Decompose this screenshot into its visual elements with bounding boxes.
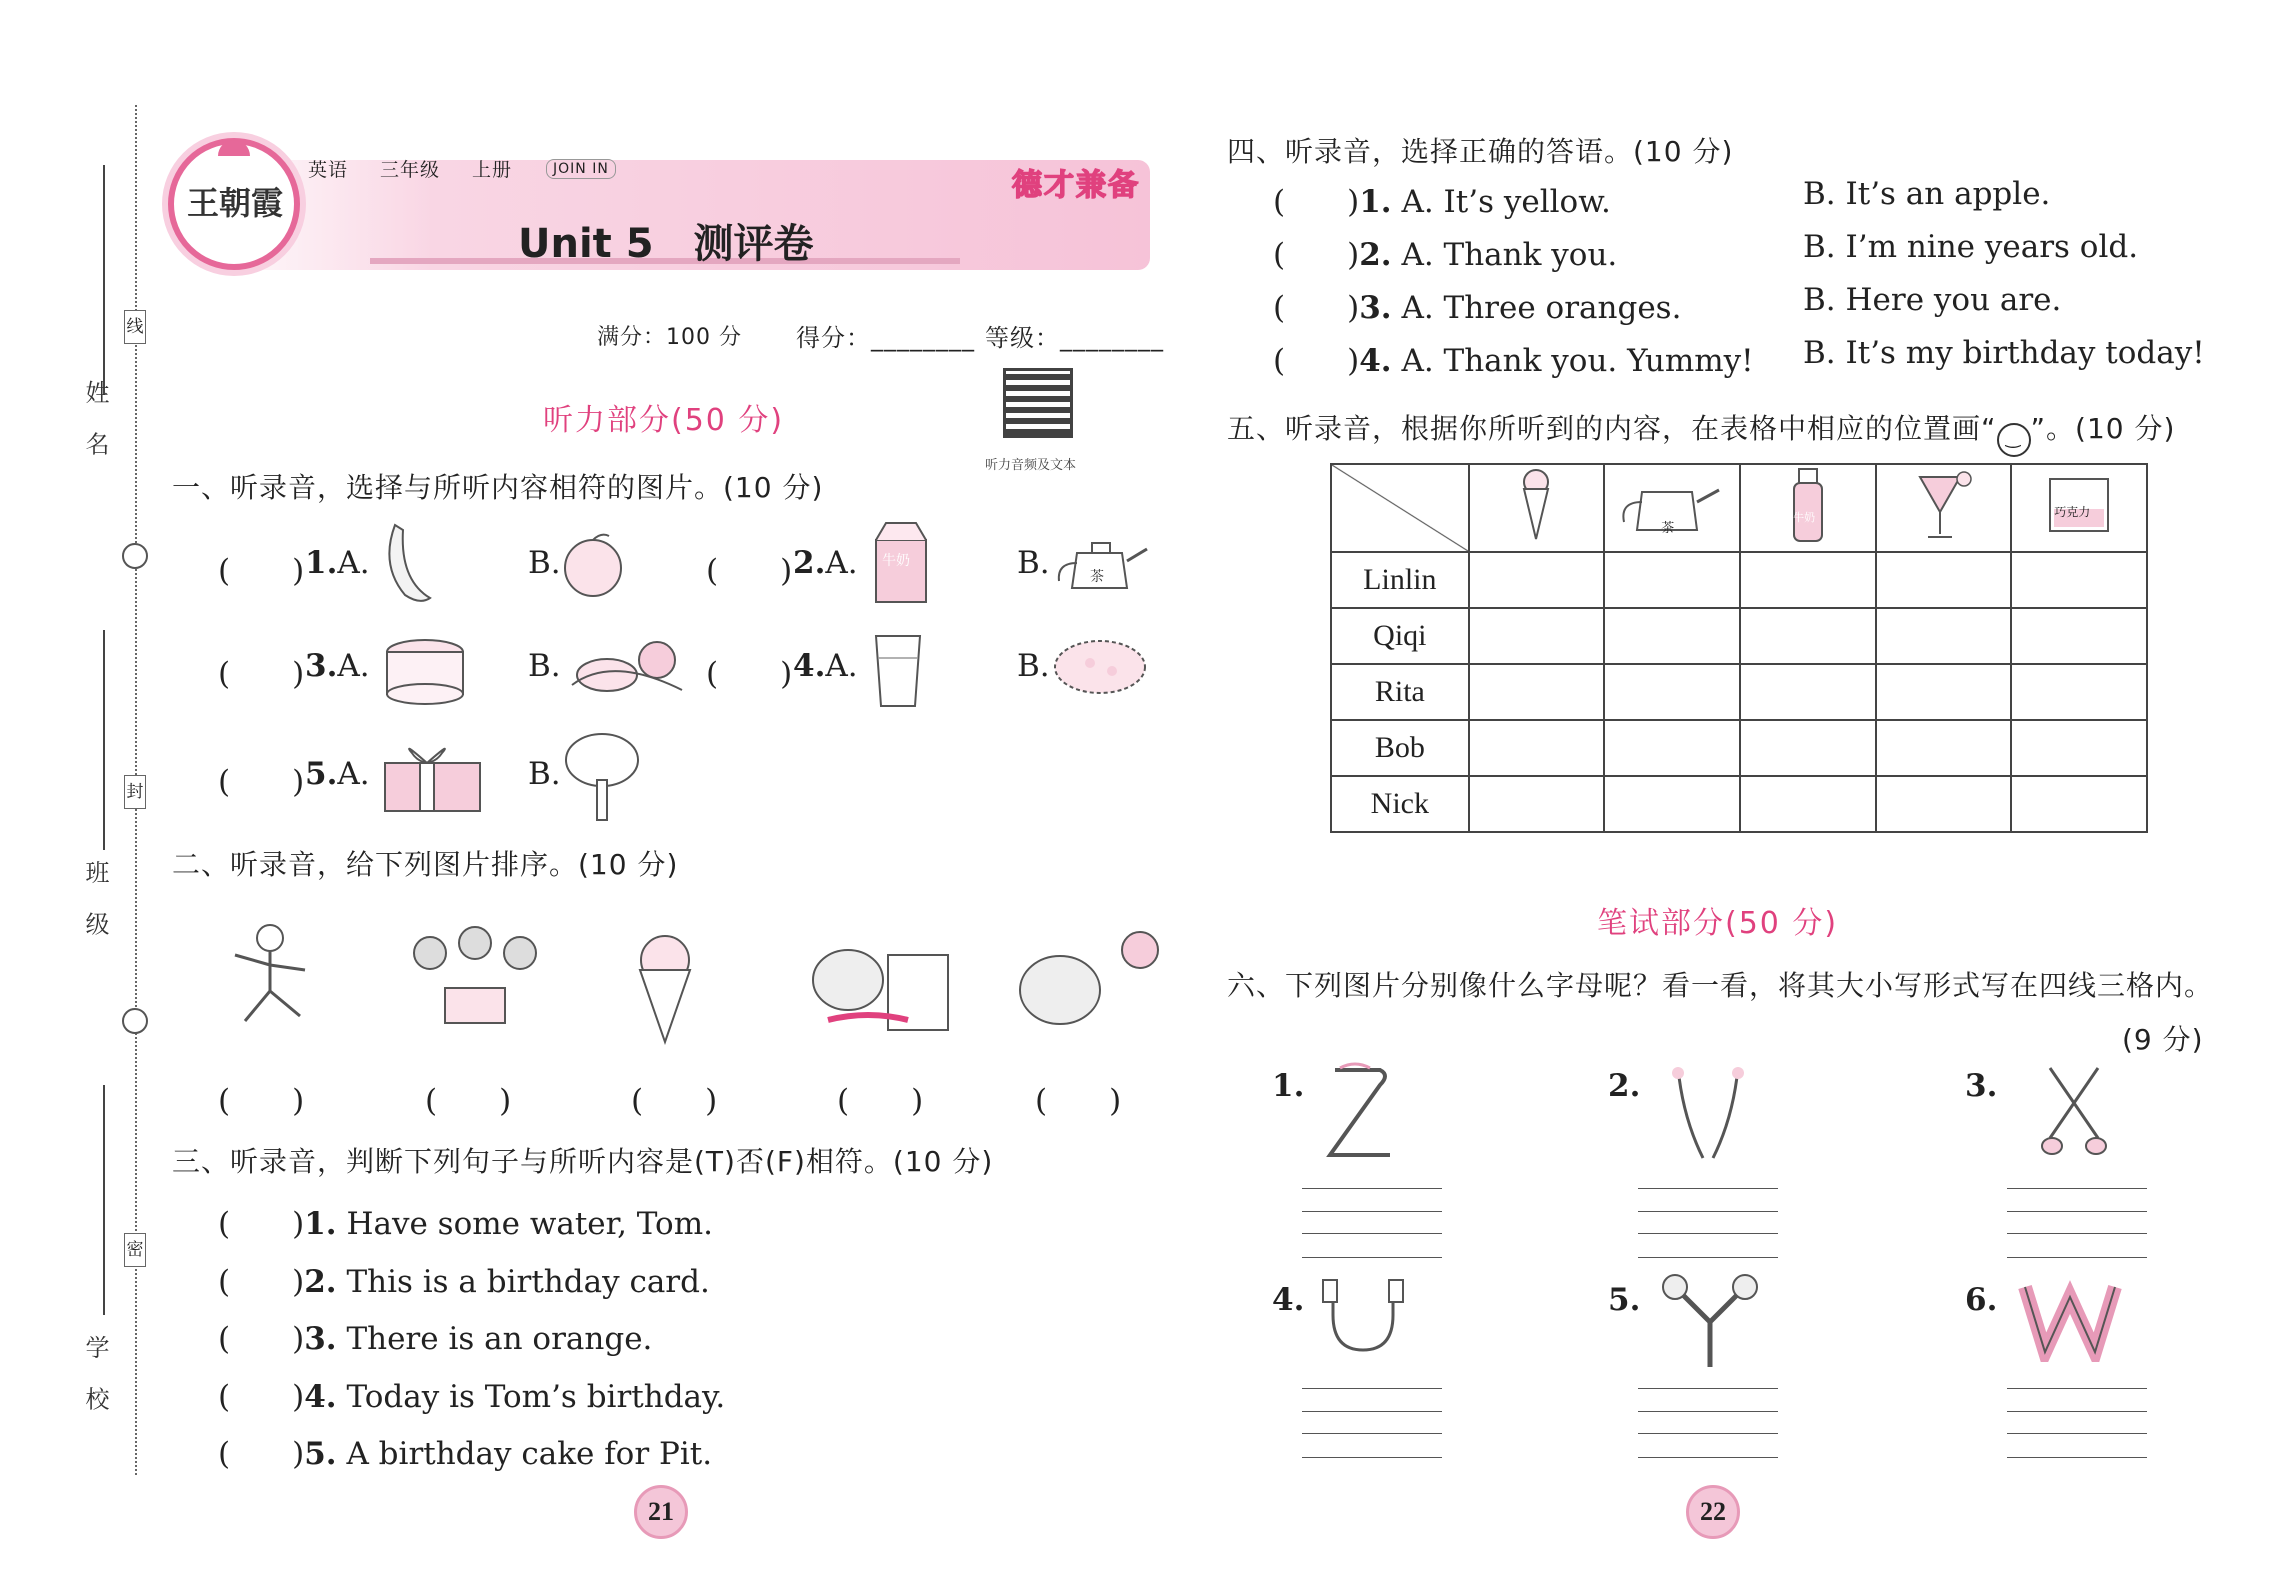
class-label: 班 级	[81, 860, 109, 946]
table-cell[interactable]	[1469, 552, 1605, 608]
four-line-grid[interactable]	[1302, 1188, 1442, 1258]
s6-num: 1.	[1272, 1068, 1305, 1104]
row-name: Rita	[1331, 664, 1469, 720]
four-line-grid[interactable]	[1638, 1388, 1778, 1458]
cut-mark-secret: 密	[124, 1233, 146, 1267]
birthday-party-icon[interactable]	[400, 918, 550, 1036]
table-cell[interactable]	[1876, 776, 2012, 832]
s6-num: 5.	[1608, 1282, 1641, 1318]
vegetables-icon[interactable]	[562, 630, 692, 705]
scissors-icon	[122, 1008, 148, 1034]
writing-title: 笔试部分(50 分)	[1597, 906, 1839, 941]
row-name: Qiqi	[1331, 608, 1469, 664]
header-badge: 德才兼备	[1012, 168, 1140, 203]
ice-cream-icon	[1516, 467, 1556, 542]
s2-order-bracket[interactable]: ( )	[1035, 1083, 1122, 1119]
table-cell[interactable]	[1604, 608, 1740, 664]
s1-item-label: B.	[1017, 648, 1050, 684]
edition-label: JOIN IN	[546, 159, 616, 179]
col-teapot	[1604, 464, 1740, 552]
table-cell[interactable]	[2011, 720, 2147, 776]
row-name: Linlin	[1331, 552, 1469, 608]
table-cell[interactable]	[1740, 552, 1876, 608]
table-cell[interactable]	[1876, 552, 2012, 608]
s4-option-b[interactable]: B. It’s my birthday today!	[1803, 335, 2205, 371]
s3-item[interactable]: ( )4. Today is Tom’s birthday.	[218, 1379, 726, 1415]
four-line-grid[interactable]	[2007, 1188, 2147, 1258]
table-cell[interactable]	[1469, 608, 1605, 664]
school-label: 学 校	[81, 1335, 109, 1421]
s2-heading: 二、听录音，给下列图片排序。(10 分)	[172, 848, 679, 881]
table-cell[interactable]	[1469, 664, 1605, 720]
grade-field[interactable]: 等级：________	[985, 324, 1164, 352]
col-chocolate	[2011, 464, 2147, 552]
smiley-icon: ‿	[1997, 423, 2031, 457]
s1-answer-bracket[interactable]: ( )	[706, 656, 793, 692]
ice-cream-icon[interactable]	[625, 930, 705, 1045]
s3-item[interactable]: ( )5. A birthday cake for Pit.	[218, 1436, 713, 1472]
qr-code[interactable]	[1003, 368, 1073, 438]
scissors-icon	[122, 543, 148, 569]
s2-order-bracket[interactable]: ( )	[631, 1083, 718, 1119]
table-corner	[1331, 464, 1469, 552]
page-title: Unit 5 测评卷	[518, 221, 814, 267]
col-ice-cream	[1469, 464, 1605, 552]
table-cell[interactable]	[1469, 720, 1605, 776]
school-blank	[103, 1085, 105, 1315]
table-cell[interactable]	[2011, 664, 2147, 720]
volume-label: 上册	[472, 159, 513, 181]
score-field[interactable]: 得分：________	[796, 324, 975, 352]
letter-x-scissors-icon	[2040, 1060, 2110, 1160]
choc-label: 巧克力	[2054, 505, 2091, 519]
s1-heading: 一、听录音，选择与所听内容相符的图片。(10 分)	[172, 471, 824, 504]
letter-v-dolphins-icon	[1668, 1058, 1748, 1168]
s1-item-label: B.	[528, 545, 561, 581]
s4-heading: 四、听录音，选择正确的答语。(10 分)	[1227, 135, 1734, 168]
tree-icon[interactable]	[562, 730, 642, 822]
four-line-grid[interactable]	[1638, 1188, 1778, 1258]
name-blank	[103, 165, 105, 395]
s3-item[interactable]: ( )3. There is an orange.	[218, 1321, 653, 1357]
s2-order-bracket[interactable]: ( )	[425, 1083, 512, 1119]
s1-item-label: B.	[1017, 545, 1050, 581]
listening-title: 听力部分(50 分)	[543, 403, 785, 438]
milk-label: 牛奶	[1793, 511, 1816, 524]
s4-item[interactable]: ( )4. A. Thank you. Yummy!	[1273, 343, 1754, 379]
table-cell[interactable]	[2011, 552, 2147, 608]
s4-option-b[interactable]: B. It’s an apple.	[1803, 176, 2051, 212]
orange-icon[interactable]	[557, 528, 629, 600]
gift-box-icon[interactable]	[380, 745, 485, 815]
table-cell[interactable]	[1876, 608, 2012, 664]
juice-glass-icon	[1908, 467, 1978, 542]
table-cell[interactable]	[1740, 608, 1876, 664]
s1-item-label: 4.A.	[793, 648, 858, 684]
s1-answer-bracket[interactable]: ( )	[706, 553, 793, 589]
s2-order-bracket[interactable]: ( )	[837, 1083, 924, 1119]
s4-item[interactable]: ( )3. A. Three oranges.	[1273, 290, 1682, 326]
s3-item[interactable]: ( )2. This is a birthday card.	[218, 1264, 710, 1300]
s1-item-label: B.	[528, 756, 561, 792]
table-cell[interactable]	[1604, 664, 1740, 720]
table-cell[interactable]	[1740, 776, 1876, 832]
tiger-with-ball-icon[interactable]	[1000, 925, 1170, 1040]
name-label: 姓 名	[81, 380, 109, 466]
cut-mark-line: 线	[124, 310, 146, 344]
s1-item-label: 5.A.	[305, 756, 370, 792]
s4-option-b[interactable]: B. I’m nine years old.	[1803, 229, 2139, 265]
running-boy-icon[interactable]	[220, 920, 320, 1030]
s3-item[interactable]: ( )1. Have some water, Tom.	[218, 1206, 713, 1242]
table-cell[interactable]	[1740, 664, 1876, 720]
letter-z-snake-icon	[1310, 1060, 1410, 1170]
s1-item-label: 1.A.	[305, 545, 370, 581]
table-cell[interactable]	[1604, 776, 1740, 832]
table-cell[interactable]	[1876, 720, 2012, 776]
table-cell[interactable]	[1740, 720, 1876, 776]
grade-label: 三年级	[380, 159, 441, 181]
s6-points: (9 分)	[2122, 1023, 2204, 1056]
pizza-icon[interactable]	[1050, 635, 1150, 700]
birthday-cake-icon[interactable]	[380, 630, 470, 705]
table-cell[interactable]	[1604, 720, 1740, 776]
col-milk	[1740, 464, 1876, 552]
tea-label: 茶	[1661, 521, 1675, 536]
row-name: Nick	[1331, 776, 1469, 832]
s1-answer-bracket[interactable]: ( )	[218, 764, 305, 800]
table-cell[interactable]	[2011, 776, 2147, 832]
full-score: 满分：100 分	[597, 325, 742, 350]
table-cell[interactable]	[2011, 608, 2147, 664]
page-number-right: 22	[1686, 1485, 1740, 1539]
tiger-with-card-icon[interactable]	[798, 930, 958, 1040]
table-cell[interactable]	[1469, 776, 1605, 832]
s1-answer-bracket[interactable]: ( )	[218, 553, 305, 589]
four-line-grid[interactable]	[2007, 1388, 2147, 1458]
s3-heading: 三、听录音，判断下列句子与所听内容是(T)否(F)相符。(10 分)	[172, 1145, 994, 1178]
letter-u-headphones-icon	[1318, 1275, 1408, 1355]
page-number-left: 21	[634, 1485, 688, 1539]
s6-num: 2.	[1608, 1068, 1641, 1104]
s4-item[interactable]: ( )1. A. It’s yellow.	[1273, 184, 1611, 220]
s6-num: 6.	[1965, 1282, 1998, 1318]
s2-order-bracket[interactable]: ( )	[218, 1083, 305, 1119]
teapot-label: 茶	[1090, 569, 1104, 585]
s1-item-label: 3.A.	[305, 648, 370, 684]
table-cell[interactable]	[1876, 664, 2012, 720]
s1-item-label: 2.A.	[793, 545, 858, 581]
s6-heading: 六、下列图片分别像什么字母呢？看一看，将其大小写形式写在四线三格内。	[1227, 969, 2214, 1002]
milk-bottle-icon	[1788, 465, 1828, 543]
s4-item[interactable]: ( )2. A. Thank you.	[1273, 237, 1618, 273]
s5-heading: 五、听录音，根据你所听到的内容，在表格中相应的位置画“ ‿ ”。(10 分)	[1227, 407, 2175, 457]
col-juice	[1876, 464, 2012, 552]
letter-w-worm-icon	[2015, 1272, 2125, 1362]
s4-option-b[interactable]: B. Here you are.	[1803, 282, 2062, 318]
glass-of-water-icon[interactable]	[868, 628, 928, 710]
banana-icon[interactable]	[375, 520, 445, 605]
logo-text: 王朝霞	[186, 184, 283, 222]
s1-item-label: B.	[528, 648, 561, 684]
s1-answer-bracket[interactable]: ( )	[218, 656, 305, 692]
s6-num: 4.	[1272, 1282, 1305, 1318]
s6-num: 3.	[1965, 1068, 1998, 1104]
subject-label: 英语	[308, 159, 349, 181]
qr-caption: 听力音频及文本	[985, 458, 1077, 473]
cut-mark-seal: 封	[124, 775, 146, 809]
milk-label: 牛奶	[882, 553, 910, 569]
letter-y-cheerleader-icon	[1660, 1272, 1760, 1372]
class-blank	[103, 630, 105, 850]
four-line-grid[interactable]	[1302, 1388, 1442, 1458]
table-cell[interactable]	[1604, 552, 1740, 608]
row-name: Bob	[1331, 720, 1469, 776]
s5-table	[1330, 463, 2148, 833]
